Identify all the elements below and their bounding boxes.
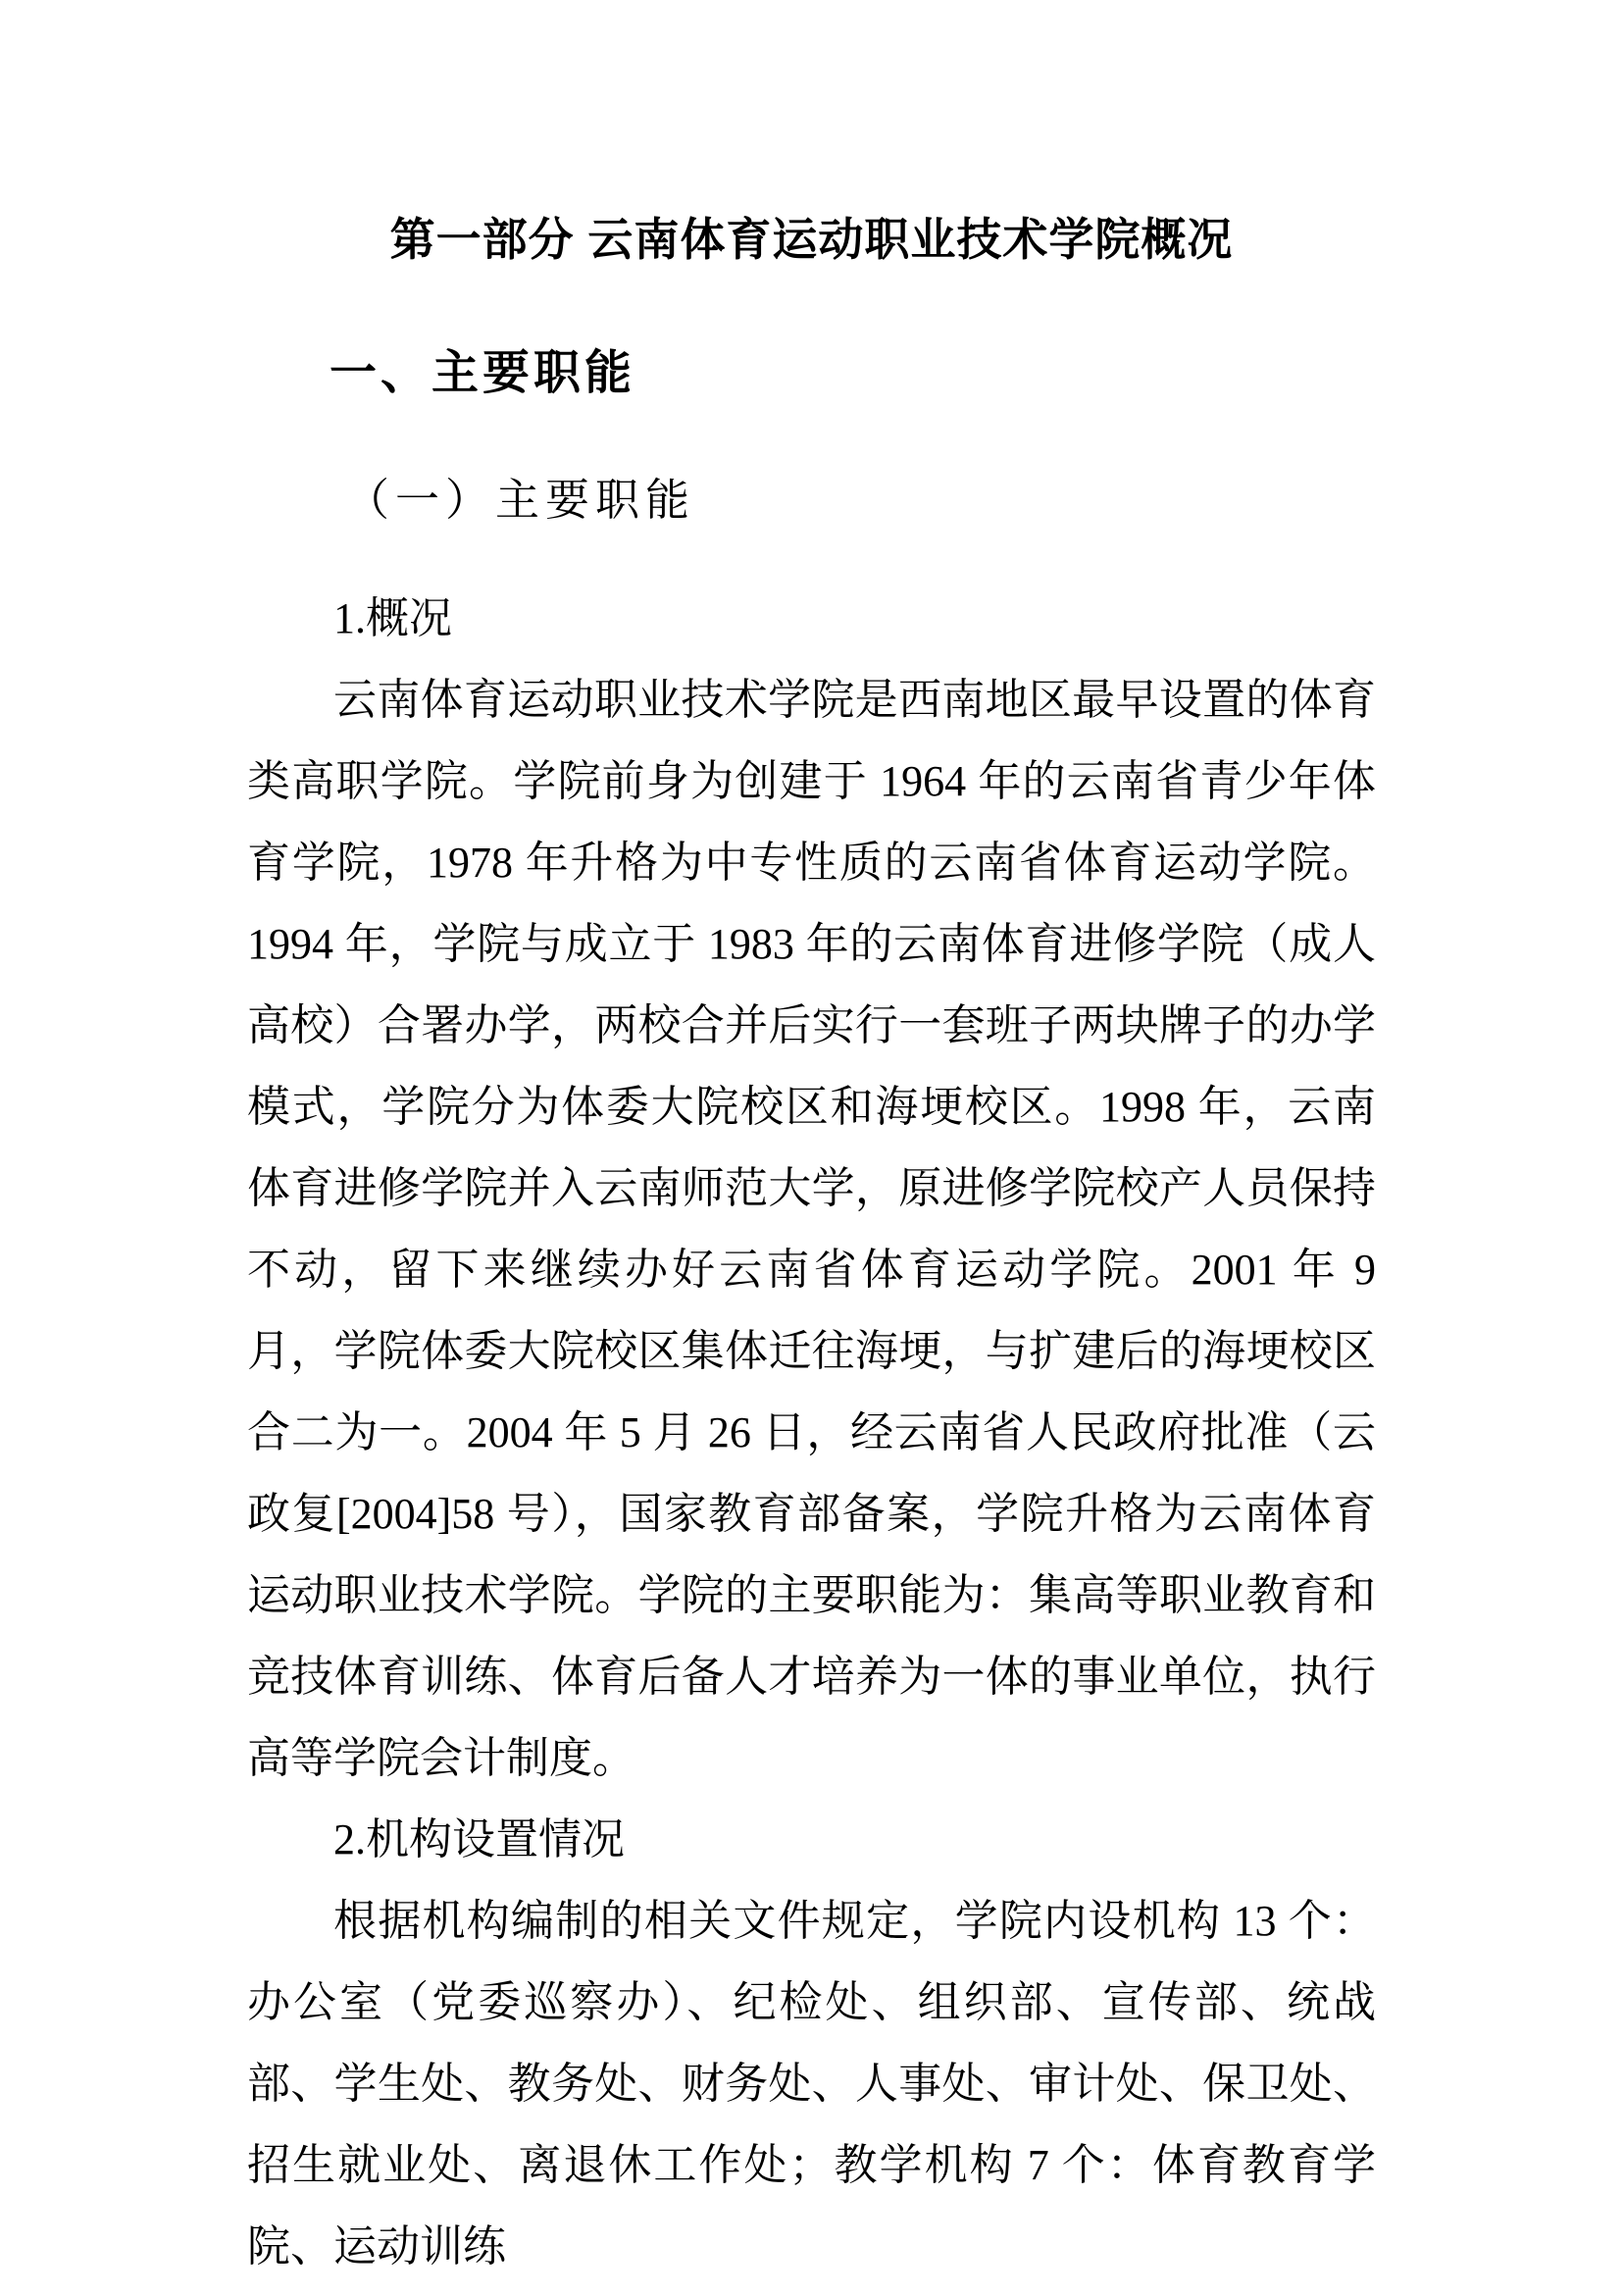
- body-text: [247, 578, 1376, 2287]
- item-heading-overview: 1.概况: [333, 594, 452, 642]
- paragraph-overview: 云南体育运动职业技术学院是西南地区最早设置的体育类高职学院。学院前身为创建于 1964 年的云南省青少年体育学院，1978 年升格为中专性质的云南省体育运动学院。1994 年，学院与成立于 1983 年的云南体育进修学院（成人高校）合署办学，两校合并后实行一套班子两块牌子的办学模式，学院分为体委大院校区和海埂校区。1998 年，云南体育进修学院并入云南师范大学，原进修学院校产人员保持不动，留下来继续办好云南省体育运动学院。2001 年 9 月，学院体委大院校区集体迁往海埂，与扩建后的海埂校区合二为一。2004 年 5 月 26 日，经云南省人民政府批准（云政复[2004]58 号），国家教育部备案，学院升格为云南体育运动职业技术学院。学院的主要职能为：集高等职业教育和竞技体育训练、体育后备人才培养为一体的事业单位，执行高等学院会计制度。: [247, 676, 1376, 1782]
- section-heading: 一、主要职能: [330, 347, 636, 399]
- page-title: 第一部分 云南体育运动职业技术学院概况: [389, 214, 1234, 265]
- paragraph-organization: 根据机构编制的相关文件规定，学院内设机构 13 个：办公室（党委巡察办）、纪检处、组织部、宣传部、统战部、学生处、教务处、财务处、人事处、审计处、保卫处、招生就业处、离退休工作处；教学机构 7 个：体育教育学院、运动训练: [247, 1897, 1376, 2270]
- subsection-heading: （一）主要职能: [345, 476, 696, 525]
- item-heading-organization: 2.机构设置情况: [333, 1815, 625, 1863]
